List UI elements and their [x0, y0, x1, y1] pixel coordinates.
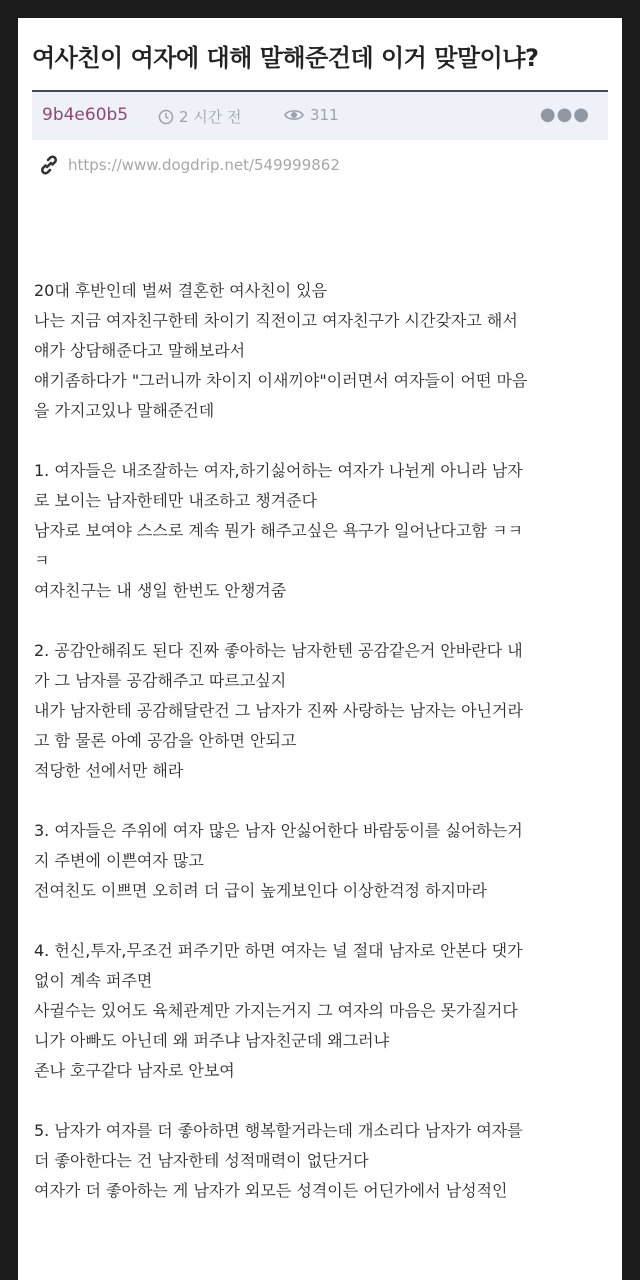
body-text-line: 얘기좀하다가 "그러니까 차이지 이새끼야"이러면서 여자들이 어떤 마음	[34, 371, 528, 390]
body-text-line: 4. 헌신,투자,무조건 퍼주기만 하면 여자는 널 절대 남자로 안본다 댓가	[34, 941, 523, 960]
link-icon	[38, 154, 60, 176]
body-text-line: 2. 공감안해줘도 된다 진짜 좋아하는 남자한텐 공감같은거 안바란다 내	[34, 641, 523, 660]
post-time-label: 2 시간 전	[179, 108, 242, 126]
body-text-line: 20대 후반인데 벌써 결혼한 여사친이 있음	[34, 281, 328, 300]
post-link-row[interactable]	[38, 154, 340, 176]
author-name[interactable]: 9b4e60b5	[42, 105, 129, 125]
body-text-line: 존나 호구같다 남자로 안보여	[34, 1061, 235, 1080]
view-count	[284, 106, 339, 124]
body-text-line: 지 주변에 이쁜여자 많고	[34, 851, 204, 870]
post-body	[34, 276, 614, 1236]
body-text-line: 내가 남자한테 공감해달란건 그 남자가 진짜 사랑하는 남자는 아닌거라	[34, 701, 523, 720]
post-meta-bar	[32, 90, 608, 140]
post-url[interactable]: https://www.dogdrip.net/549999862	[68, 156, 340, 174]
post-page	[18, 18, 622, 1280]
view-count-label: 311	[310, 106, 339, 124]
body-text-line: 남자로 보여야 스스로 계속 뭔가 해주고싶은 욕구가 일어난다고함 ㅋㅋ	[34, 521, 523, 540]
body-text-line: 전여친도 이쁘면 오히려 더 급이 높게보인다 이상한걱정 하지마라	[34, 881, 487, 900]
body-text-line: 여자가 더 좋아하는 게 남자가 외모든 성격이든 어딘가에서 남성적인	[34, 1181, 508, 1200]
body-text-line: 5. 남자가 여자를 더 좋아하면 행복할거라는데 개소리다 남자가 여자를	[34, 1121, 523, 1140]
more-options-button[interactable]: ●●●	[539, 104, 590, 125]
clock-icon	[158, 109, 174, 125]
body-text-line: 얘가 상담해준다고 말해보라서	[34, 341, 246, 360]
body-text-line: 나는 지금 여자친구한테 차이기 직전이고 여자친구가 시간갖자고 해서	[34, 311, 518, 330]
body-paragraph	[34, 456, 614, 606]
body-text-line: 사귈수는 있어도 육체관계만 가지는거지 그 여자의 마음은 못가질거다	[34, 1001, 518, 1020]
body-text-line: 적당한 선에서만 해라	[34, 761, 184, 780]
eye-icon	[284, 108, 304, 122]
body-text-line: ㅋ	[34, 551, 50, 570]
body-paragraph	[34, 276, 614, 426]
body-text-line: 없이 계속 퍼주면	[34, 971, 153, 990]
body-text-line: 가 그 남자를 공감해주고 따르고싶지	[34, 671, 287, 690]
post-time	[158, 106, 242, 127]
body-paragraph	[34, 636, 614, 786]
post-title: 여사친이 여자에 대해 말해준건데 이거 맞말이냐?	[32, 44, 539, 72]
body-text-line: 을 가지고있나 말해준건데	[34, 401, 215, 420]
body-text-line: 더 좋아한다는 건 남자한테 성적매력이 없단거다	[34, 1151, 369, 1170]
body-text-line: 여자친구는 내 생일 한번도 안챙겨줌	[34, 581, 287, 600]
body-paragraph	[34, 816, 614, 906]
body-paragraph	[34, 936, 614, 1086]
body-text-line: 로 보이는 남자한테만 내조하고 챙겨준다	[34, 491, 318, 510]
body-text-line: 1. 여자들은 내조잘하는 여자,하기싫어하는 여자가 나뉜게 아니라 남자	[34, 461, 523, 480]
body-text-line: 고 함 물론 아예 공감을 안하면 안되고	[34, 731, 297, 750]
body-paragraph	[34, 1116, 614, 1206]
body-text-line: 3. 여자들은 주위에 여자 많은 남자 안싫어한다 바람둥이를 싫어하는거	[34, 821, 523, 840]
body-text-line: 니가 아빠도 아닌데 왜 퍼주냐 남자친군데 왜그러냐	[34, 1031, 390, 1050]
